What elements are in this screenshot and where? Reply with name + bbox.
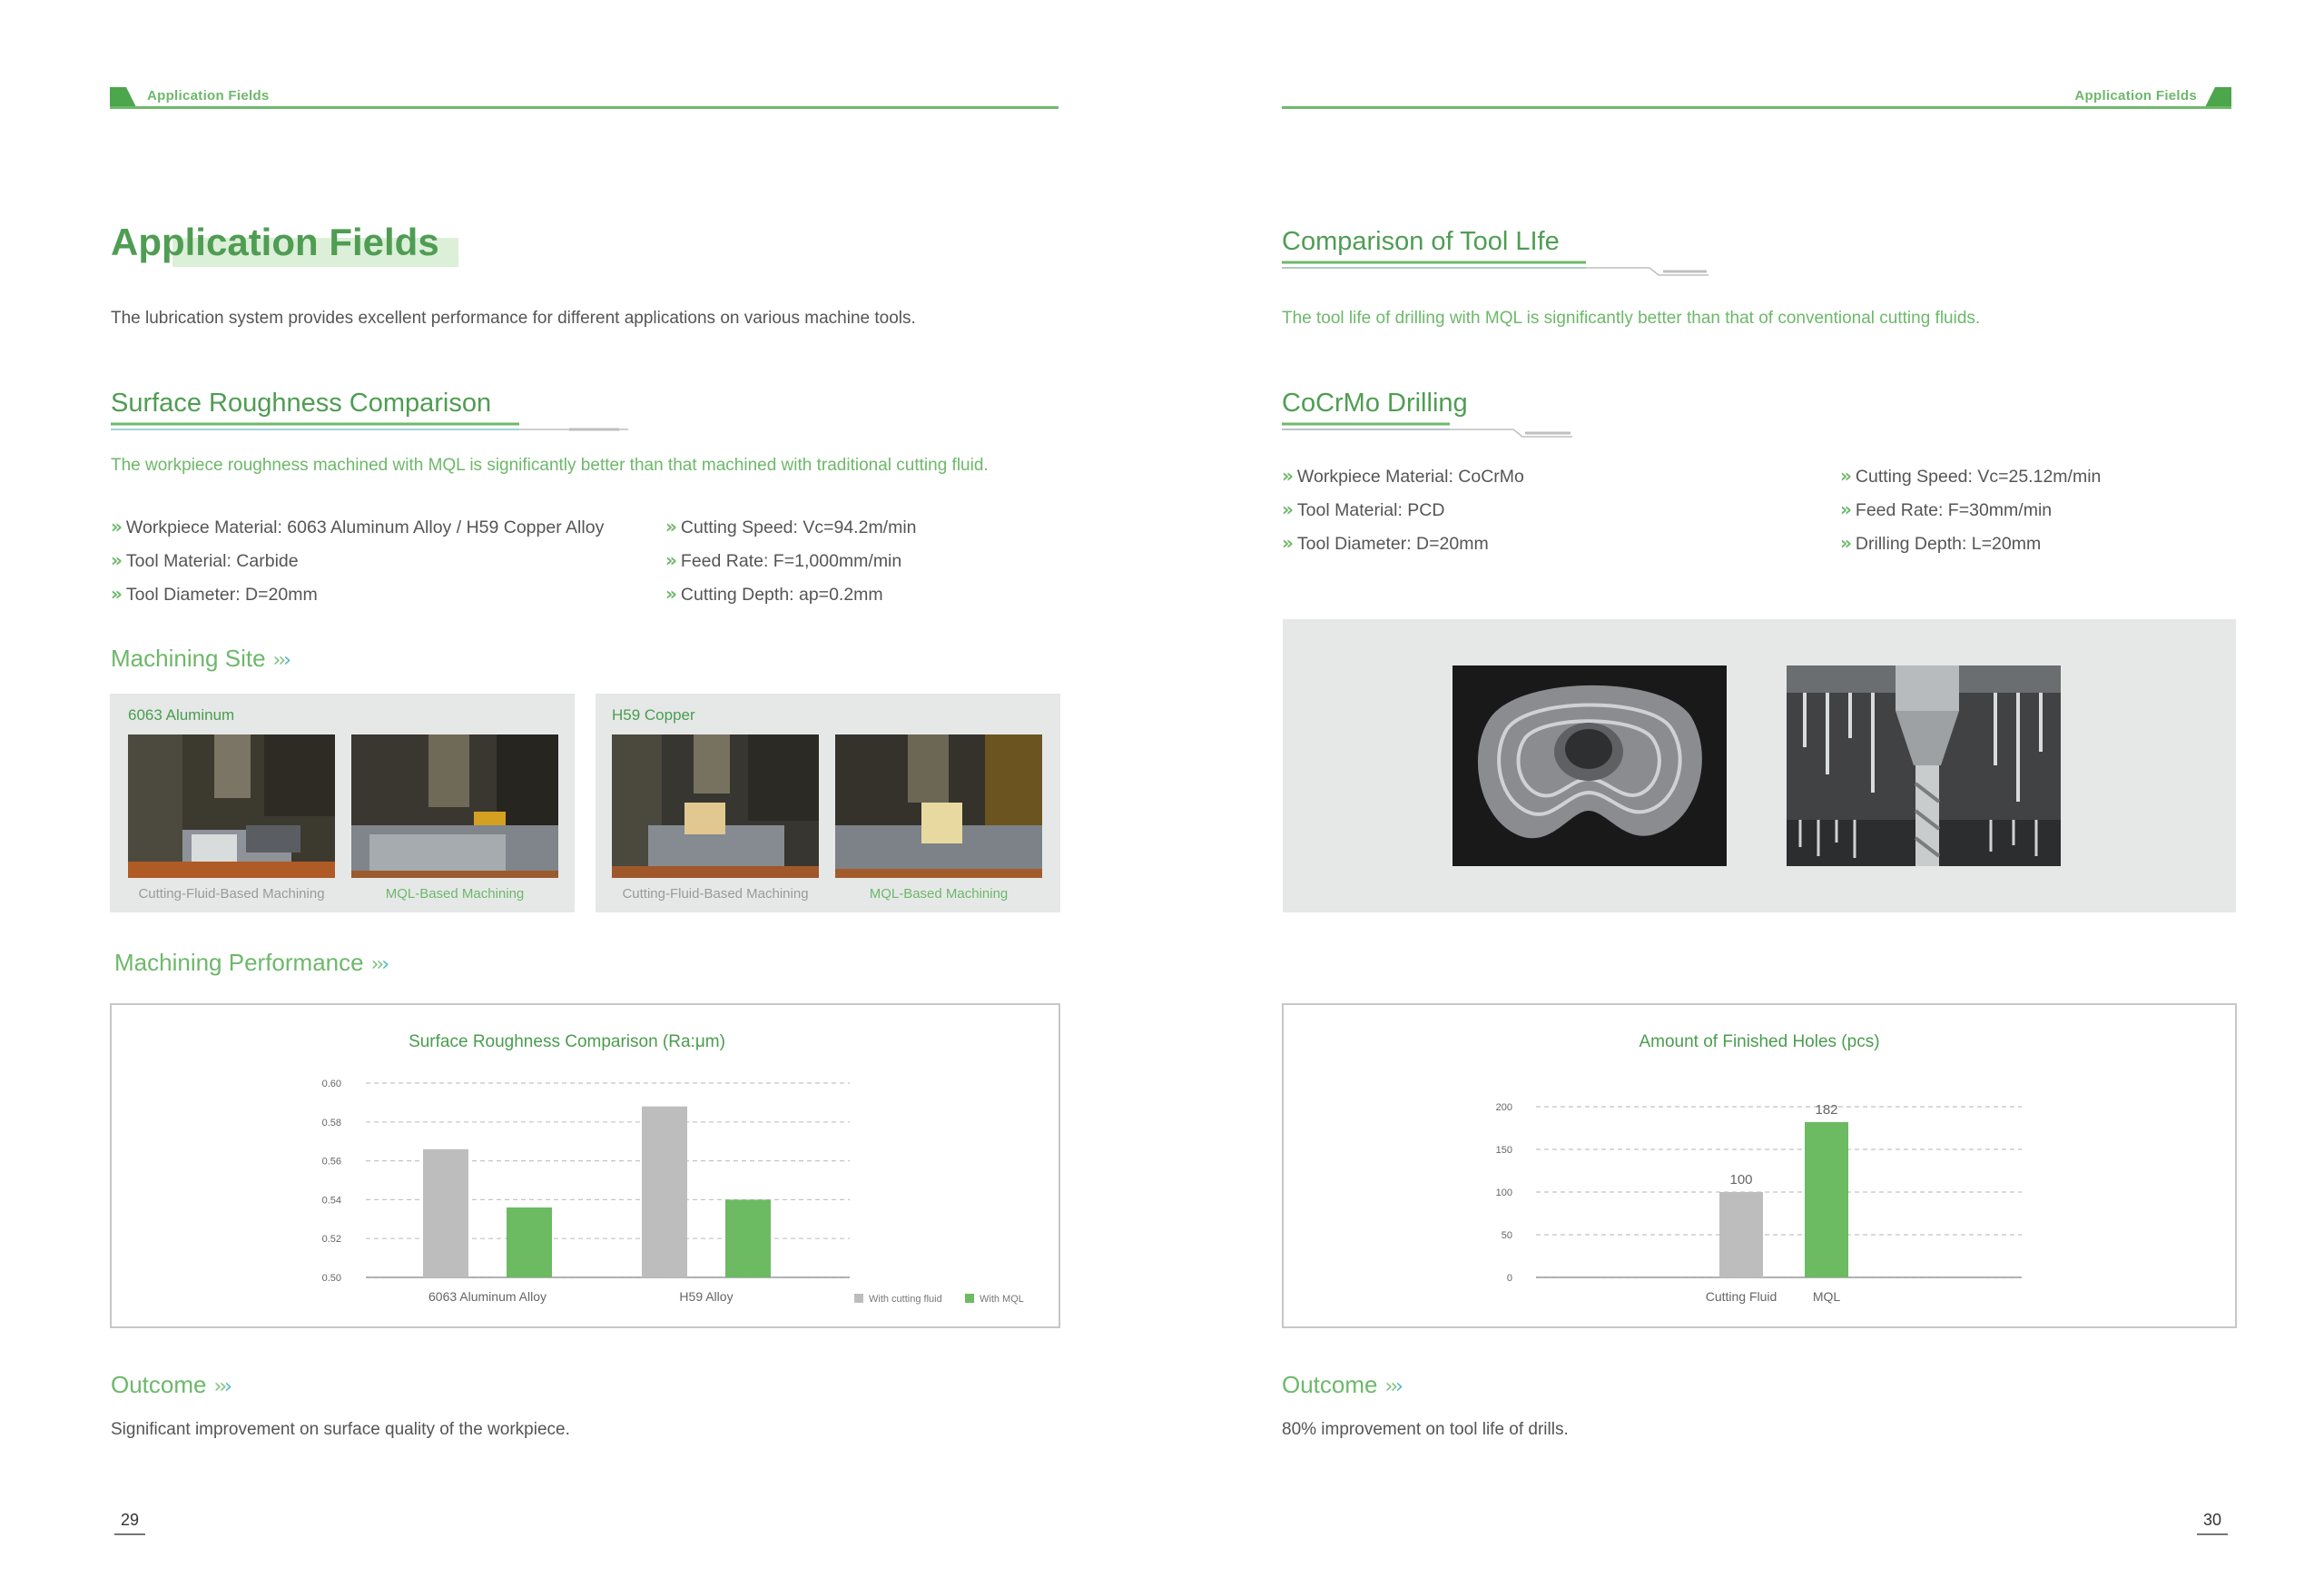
y-tick-label: 0.50 — [321, 1273, 341, 1284]
spec-item: » Feed Rate: F=30mm/min — [1840, 498, 2053, 520]
section-title: CoCrMo Drilling — [1282, 389, 1468, 418]
y-tick-label: 150 — [1495, 1145, 1512, 1156]
spec-item: » Tool Material: PCD — [1282, 498, 1445, 520]
machining-performance-heading: Machining Performance ››› — [114, 949, 388, 976]
photo-caption: Cutting-Fluid-Based Machining — [622, 886, 809, 902]
page-title: Comparison of Tool LIfe — [1282, 227, 1560, 256]
y-tick-label: 0.58 — [321, 1117, 341, 1129]
double-chevron-icon: » — [111, 549, 123, 571]
photo-caption: MQL-Based Machining — [385, 886, 525, 902]
drill-bit-photo — [1787, 665, 2061, 866]
bar — [507, 1207, 552, 1277]
outcome-heading: Outcome ››› — [1282, 1371, 1401, 1398]
workpiece-image — [1452, 665, 1727, 866]
y-tick-label: 0.52 — [321, 1234, 341, 1246]
machining-site-heading: Machining Site ››› — [111, 645, 289, 672]
double-chevron-icon: » — [1282, 532, 1294, 554]
data-label: 182 — [1815, 1101, 1838, 1118]
y-tick-label: 50 — [1501, 1230, 1512, 1241]
running-header-label: Application Fields — [147, 88, 270, 103]
bar — [642, 1107, 687, 1277]
legend-label: With MQL — [980, 1294, 1024, 1305]
bar — [423, 1149, 468, 1277]
photo-caption: Cutting-Fluid-Based Machining — [138, 886, 325, 902]
triple-chevron-icon: ››› — [1384, 1375, 1401, 1398]
chart-plot — [112, 1005, 1059, 1326]
spec-item: » Workpiece Material: 6063 Aluminum Alloy / H59 Copper Alloy — [111, 516, 605, 537]
double-chevron-icon: » — [111, 583, 123, 605]
double-chevron-icon: » — [1282, 465, 1294, 487]
machining-photo — [835, 734, 1042, 878]
legend-swatch — [854, 1294, 863, 1303]
machine-photo-image — [351, 734, 558, 878]
spec-list-right — [1840, 459, 2101, 560]
surface-roughness-chart — [110, 1003, 1060, 1328]
double-chevron-icon: » — [665, 583, 677, 605]
outcome-text: 80% improvement on tool life of drills. — [1282, 1420, 1569, 1439]
double-chevron-icon: » — [1840, 532, 1852, 554]
chart-title: Amount of Finished Holes (pcs) — [1639, 1032, 1880, 1051]
double-chevron-icon: » — [1840, 465, 1852, 487]
double-chevron-icon: » — [1282, 498, 1294, 520]
machine-photo-image — [612, 734, 819, 878]
page-number: 29 — [114, 1511, 145, 1535]
y-tick-label: 200 — [1495, 1102, 1512, 1113]
x-tick-label: 6063 Aluminum Alloy — [428, 1289, 547, 1304]
page-title: Application Fields — [111, 221, 439, 263]
spec-item: » Feed Rate: F=1,000mm/min — [665, 549, 902, 571]
intro-text: The tool life of drilling with MQL is significantly better than that of conventional cutting fluids. — [1282, 309, 1981, 328]
machine-photo-image — [128, 734, 335, 878]
spec-item: » Tool Material: Carbide — [111, 549, 299, 571]
spec-item: » Cutting Speed: Vc=94.2m/min — [665, 516, 917, 537]
y-tick-label: 100 — [1495, 1188, 1512, 1198]
outcome-text: Significant improvement on surface quality of the workpiece. — [111, 1420, 570, 1439]
chart-title: Surface Roughness Comparison (Ra:μm) — [409, 1032, 725, 1051]
outcome-heading: Outcome ››› — [111, 1371, 230, 1398]
bar — [1719, 1192, 1763, 1277]
finished-holes-chart — [1282, 1003, 2237, 1328]
spec-list-right — [665, 510, 917, 611]
y-tick-label: 0.60 — [321, 1079, 341, 1089]
y-tick-label: 0.56 — [321, 1156, 341, 1168]
header-rule — [1282, 106, 2231, 109]
machining-photo — [612, 734, 819, 878]
photo-caption: MQL-Based Machining — [869, 886, 1009, 902]
spec-item: » Tool Diameter: D=20mm — [111, 583, 318, 605]
spec-item: » Drilling Depth: L=20mm — [1840, 532, 2042, 554]
machine-photo-image — [835, 734, 1042, 878]
spec-item: » Workpiece Material: CoCrMo — [1282, 465, 1524, 487]
machining-photo — [351, 734, 558, 878]
running-header-label: Application Fields — [2074, 88, 2197, 103]
page-number: 30 — [2197, 1511, 2228, 1535]
spec-item: » Cutting Depth: ap=0.2mm — [665, 583, 883, 605]
drilling-photo-panel — [1283, 619, 2236, 912]
drill-image — [1787, 665, 2061, 866]
section-underline — [1282, 259, 1718, 277]
panel-label: H59 Copper — [612, 706, 695, 724]
machining-site-panel — [596, 694, 1060, 912]
double-chevron-icon: » — [1840, 498, 1852, 520]
triple-chevron-icon: ››› — [272, 649, 289, 672]
triple-chevron-icon: ››› — [213, 1375, 230, 1398]
x-tick-label: Cutting Fluid — [1705, 1289, 1777, 1304]
x-tick-label: H59 Alloy — [679, 1289, 734, 1304]
machining-photo — [128, 734, 335, 878]
double-chevron-icon: » — [665, 516, 677, 537]
double-chevron-icon: » — [111, 516, 123, 537]
section-note: The workpiece roughness machined with MQL is significantly better than that machined with traditional cutting fluid. — [111, 456, 989, 475]
bar — [1805, 1122, 1848, 1277]
machining-site-panel — [110, 694, 575, 912]
spec-item: » Cutting Speed: Vc=25.12m/min — [1840, 465, 2102, 487]
triple-chevron-icon: ››› — [370, 953, 388, 976]
spec-list-left — [111, 510, 604, 611]
legend-label: With cutting fluid — [869, 1294, 942, 1305]
double-chevron-icon: » — [665, 549, 677, 571]
spec-item: » Tool Diameter: D=20mm — [1282, 532, 1489, 554]
bar — [725, 1199, 771, 1277]
section-title: Surface Roughness Comparison — [111, 389, 492, 418]
spec-list-left — [1282, 459, 1524, 560]
chart-plot — [1284, 1005, 2235, 1326]
panel-label: 6063 Aluminum — [128, 706, 235, 724]
cocrmo-workpiece-photo — [1452, 665, 1727, 866]
y-tick-label: 0.54 — [321, 1195, 341, 1207]
legend-swatch — [965, 1294, 974, 1303]
intro-text: The lubrication system provides excellent performance for different applications on various machine tools. — [111, 309, 916, 328]
header-rule — [110, 106, 1059, 109]
y-tick-label: 0 — [1506, 1273, 1512, 1284]
section-underline — [111, 420, 628, 439]
x-tick-label: MQL — [1812, 1289, 1841, 1304]
data-label: 100 — [1729, 1172, 1753, 1188]
section-underline — [1282, 420, 1581, 439]
